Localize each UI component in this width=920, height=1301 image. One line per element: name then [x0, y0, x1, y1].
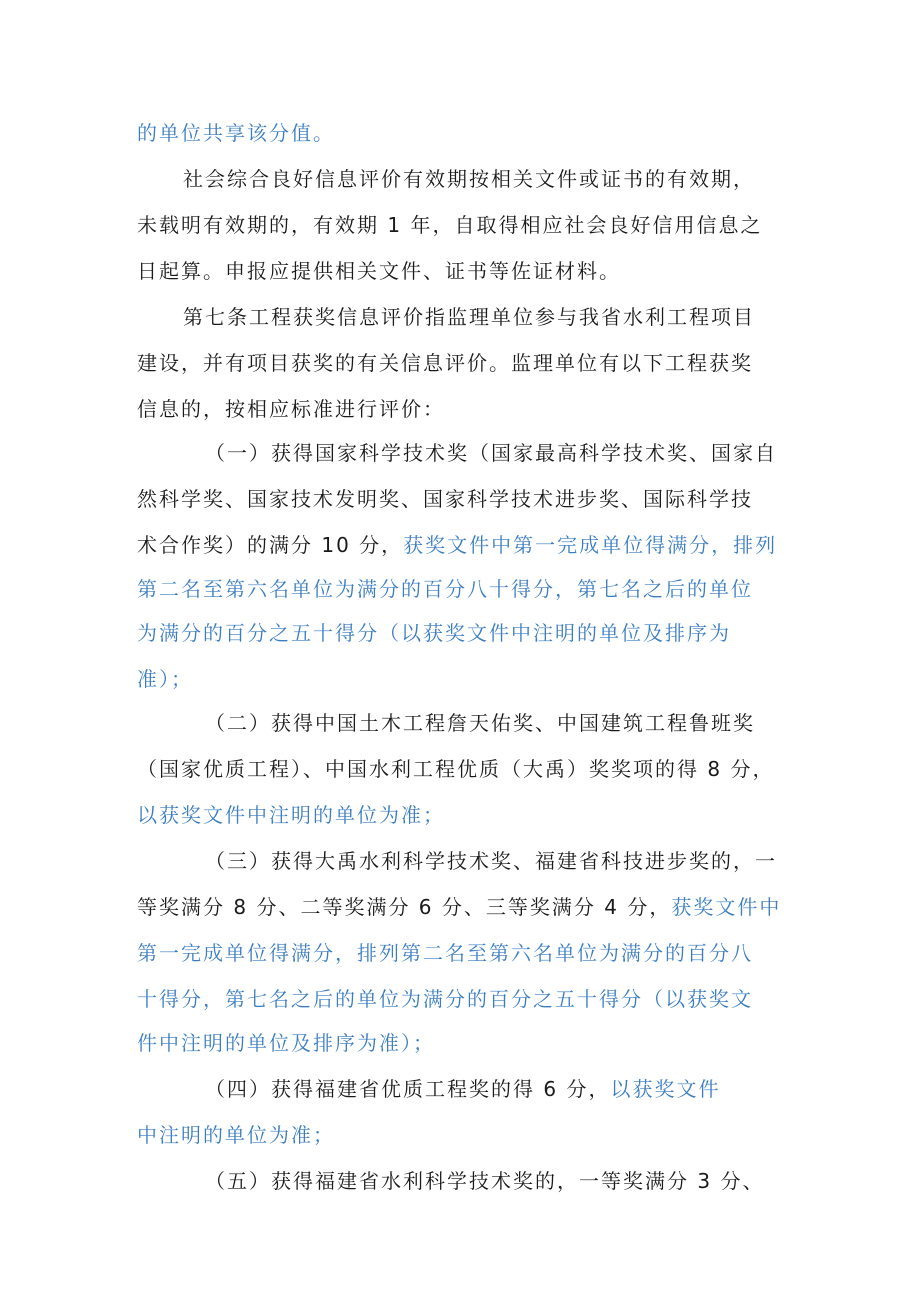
text-line	[137, 532, 777, 558]
body-text: 社会综合良好信息评价有效期按相关文件或证书的有效期，	[183, 167, 755, 191]
body-text: （国家优质工程）、中国水利工程优质（大禹）奖奖项的得 8 分，	[137, 757, 775, 781]
text-line	[137, 756, 774, 782]
body-text: 等奖满分 8 分、二等奖满分 6 分、三等奖满分 4 分，	[137, 895, 672, 919]
text-line	[183, 166, 755, 192]
text-line	[137, 1030, 435, 1056]
text-line	[137, 258, 621, 284]
text-line	[137, 350, 753, 376]
body-text: （四）获得福建省优质工程奖的得 6 分，	[205, 1077, 611, 1101]
text-line	[205, 1168, 764, 1194]
text-line	[137, 940, 753, 966]
highlighted-text: 的单位共享该分值。	[137, 121, 335, 145]
text-line	[137, 1122, 335, 1148]
text-line	[137, 486, 753, 512]
body-text: 未载明有效期的，有效期 1 年，自取得相应社会良好信用信息之	[137, 213, 763, 237]
body-text: 然科学奖、国家技术发明奖、国家科学技术进步奖、国际科学技	[137, 487, 753, 511]
body-text: 日起算。申报应提供相关文件、证书等佐证材料。	[137, 259, 621, 283]
text-line	[137, 986, 753, 1012]
body-text: （一）获得国家科学技术奖（国家最高科学技术奖、国家自	[205, 441, 777, 465]
highlighted-text: 中注明的单位为准；	[137, 1123, 335, 1147]
highlighted-text: 第一完成单位得满分，排列第二名至第六名单位为满分的百分八	[137, 941, 753, 965]
body-text: 信息的，按相应标准进行评价：	[137, 397, 445, 421]
text-line	[137, 894, 781, 920]
highlighted-text: 为满分的百分之五十得分（以获奖文件中注明的单位及排序为	[137, 621, 731, 645]
highlighted-text: 第二名至第六名单位为满分的百分八十得分，第七名之后的单位	[137, 577, 753, 601]
highlighted-text: 获奖文件中	[671, 895, 782, 919]
highlighted-text: 件中注明的单位及排序为准）；	[137, 1031, 435, 1055]
body-text: （三）获得大禹水利科学技术奖、福建省科技进步奖的，一	[205, 849, 777, 873]
highlighted-text: 以获奖文件中注明的单位为准；	[137, 803, 445, 827]
body-text: 第七条工程获奖信息评价指监理单位参与我省水利工程项目	[183, 305, 755, 329]
text-line	[137, 802, 445, 828]
text-line	[137, 212, 762, 238]
text-line	[205, 848, 777, 874]
body-text: 建设，并有项目获奖的有关信息评价。监理单位有以下工程获奖	[137, 351, 753, 375]
text-line	[183, 304, 755, 330]
highlighted-text: 以获奖文件	[610, 1077, 721, 1101]
text-line	[205, 440, 777, 466]
text-line	[137, 666, 193, 692]
highlighted-text: 获奖文件中第一完成单位得满分，排列	[403, 533, 778, 557]
highlighted-text: 十得分，第七名之后的单位为满分的百分之五十得分（以获奖文	[137, 987, 753, 1011]
body-text: （二）获得中国土木工程詹天佑奖、中国建筑工程鲁班奖	[205, 711, 755, 735]
text-line	[137, 620, 731, 646]
text-line	[205, 710, 755, 736]
body-text: （五）获得福建省水利科学技术奖的，一等奖满分 3 分、	[205, 1169, 765, 1193]
text-line	[137, 396, 445, 422]
body-text: 术合作奖）的满分 10 分，	[137, 533, 404, 557]
highlighted-text: 准）；	[137, 667, 193, 691]
text-line	[137, 576, 753, 602]
text-line	[137, 120, 335, 146]
text-line	[205, 1076, 720, 1102]
